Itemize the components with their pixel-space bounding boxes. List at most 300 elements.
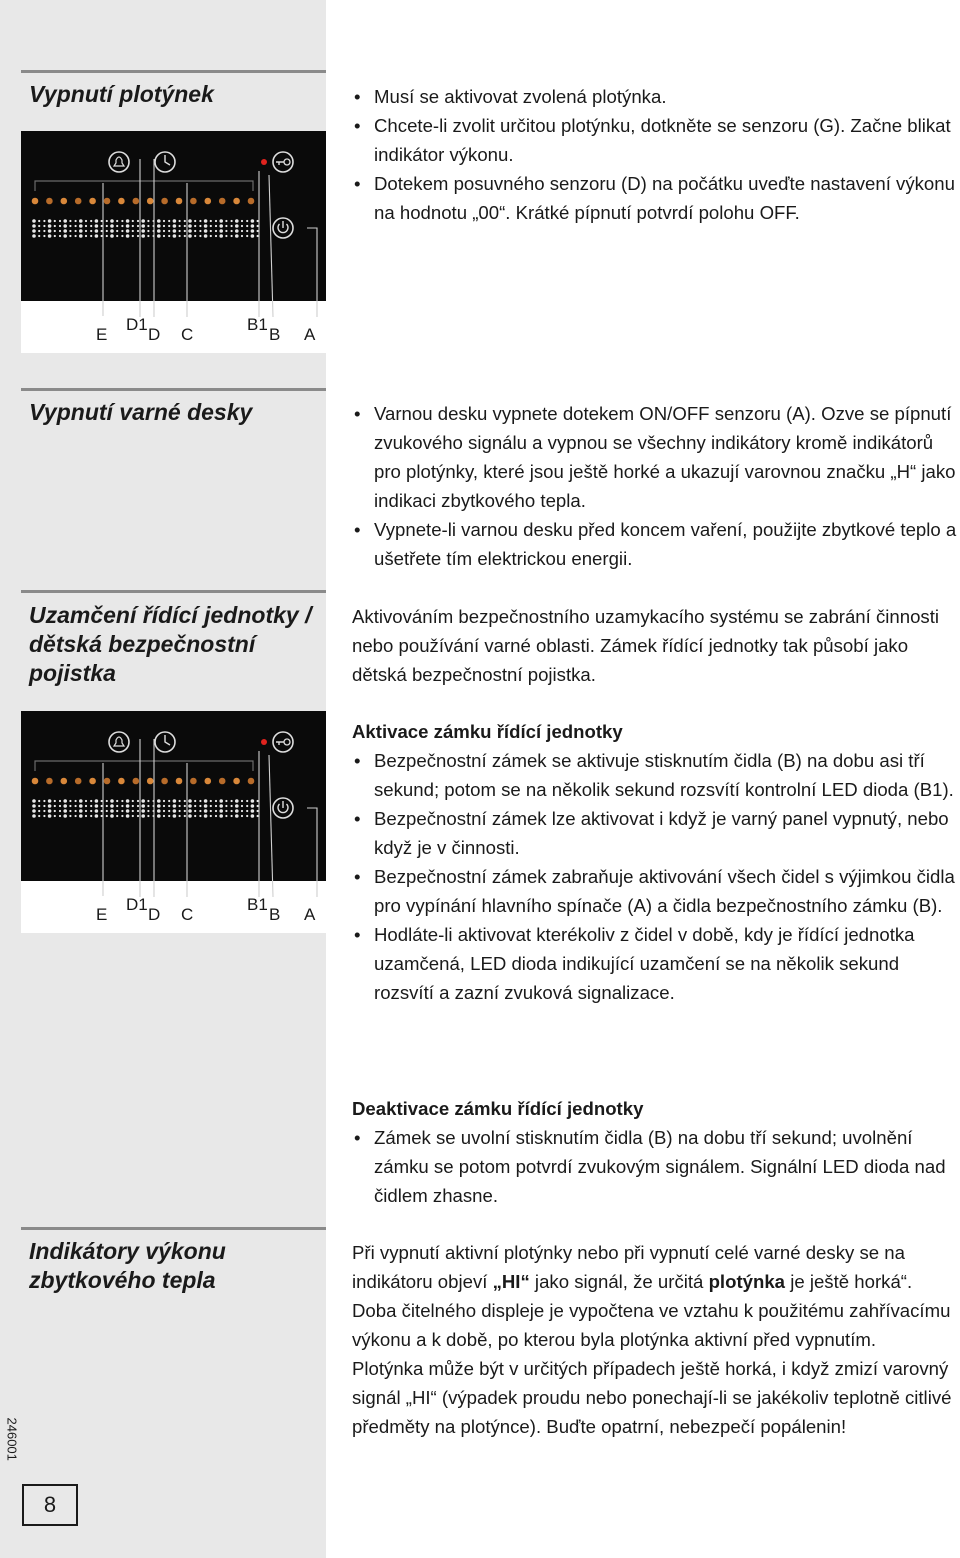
- section-3-intro: [352, 602, 958, 689]
- slider-dot: [95, 804, 99, 808]
- slider-dot: [184, 810, 186, 812]
- label-b1: B1: [247, 315, 268, 334]
- heading-vypnuti-plotynek: Vypnutí plotýnek: [29, 81, 214, 107]
- slider-dot: [110, 219, 114, 223]
- slider-dot: [215, 810, 217, 812]
- heading-uzamceni: Uzamčení řídící jednotky / dětská bezpečnostní pojistka: [29, 602, 312, 686]
- slider-dot: [110, 809, 114, 813]
- power-led: [104, 198, 111, 205]
- text-run: jako signál, že určitá: [529, 1271, 709, 1292]
- slider-dot: [43, 230, 45, 232]
- slider-dot: [257, 815, 259, 817]
- slider-dot: [32, 804, 36, 808]
- slider-dot: [79, 814, 83, 818]
- power-led: [61, 198, 68, 205]
- slider-dot: [199, 230, 201, 232]
- slider-dot: [43, 800, 45, 802]
- slider-dot: [101, 235, 103, 237]
- slider-dot: [32, 799, 36, 803]
- bullet-item: • Chcete-li zvolit určitou plotýnku, dotkněte se senzoru (G). Začne blikat indikátor výkonu.: [352, 111, 958, 169]
- slider-dot: [54, 235, 56, 237]
- slider-dot: [43, 235, 45, 237]
- deactivation-block: [352, 1094, 958, 1210]
- slider-dot: [95, 799, 99, 803]
- slider-dot: [210, 220, 212, 222]
- slider-dot: [38, 815, 40, 817]
- bullet-item: • Bezpečnostní zámek zabraňuje aktivování všech čidel s výjimkou čidla pro vypínání hlavního spínače (A) a čidla bezpečnostního zámku (B).: [352, 862, 958, 920]
- slider-dot: [116, 225, 118, 227]
- slider-dot: [163, 220, 165, 222]
- slider-dot: [210, 805, 212, 807]
- slider-dot: [219, 804, 223, 808]
- slider-dot: [126, 219, 130, 223]
- slider-dot: [126, 224, 130, 228]
- slider-dot: [215, 815, 217, 817]
- label-c: C: [181, 325, 194, 344]
- slider-dot: [204, 814, 208, 818]
- slider-dot: [225, 225, 227, 227]
- slider-dot: [90, 810, 92, 812]
- slider-dot: [59, 815, 61, 817]
- slider-dot: [184, 220, 186, 222]
- slider-dot: [54, 815, 56, 817]
- slider-dot: [116, 235, 118, 237]
- intro-paragraph: Aktivováním bezpečnostního uzamykacího systému se zabrání činnosti nebo používání varné oblasti. Zámek řídící jednotky tak působí jako dětská bezpečnostní pojistka.: [352, 606, 940, 685]
- slider-dot: [85, 235, 87, 237]
- slider-dot: [257, 235, 259, 237]
- paragraph-2: Plotýnka může být v určitých případech ještě horká, i když zmizí varovný signál „HI“ (výpadek proudu nebo ponechají-li se jakékoliv teplotně citlivé předměty na plotýnce). Buďte opatrní, nebezpečí popálenin!: [352, 1358, 952, 1437]
- power-led: [190, 198, 197, 205]
- slider-dot: [168, 805, 170, 807]
- slider-dot: [137, 235, 139, 237]
- slider-dot: [219, 799, 223, 803]
- slider-dot: [204, 799, 208, 803]
- slider-dot: [132, 815, 134, 817]
- slider-dot: [194, 225, 196, 227]
- slider-dot: [54, 230, 56, 232]
- slider-dot: [194, 805, 196, 807]
- slider-dot: [231, 230, 233, 232]
- slider-dot: [179, 220, 181, 222]
- slider-dot: [85, 220, 87, 222]
- slider-dot: [121, 800, 123, 802]
- slider-dot: [69, 230, 71, 232]
- slider-dot: [204, 804, 208, 808]
- power-led: [89, 198, 96, 205]
- slider-dot: [257, 220, 259, 222]
- slider-dot: [251, 814, 255, 818]
- control-panel-svg: [21, 711, 326, 933]
- slider-dot: [168, 225, 170, 227]
- slider-dot: [241, 810, 243, 812]
- slider-dot: [199, 225, 201, 227]
- slider-dot: [32, 229, 36, 233]
- slider-dot: [90, 805, 92, 807]
- slider-dot: [184, 815, 186, 817]
- slider-dot: [141, 809, 145, 813]
- slider-dot: [246, 220, 248, 222]
- slider-dot: [199, 810, 201, 812]
- slider-dot: [38, 230, 40, 232]
- page-number: 8: [22, 1484, 78, 1526]
- slider-dot: [141, 814, 145, 818]
- slider-dot: [194, 815, 196, 817]
- slider-dot: [101, 815, 103, 817]
- slider-dot: [204, 229, 208, 233]
- slider-dot: [219, 224, 223, 228]
- slider-dot: [110, 229, 114, 233]
- power-led: [75, 198, 82, 205]
- slider-dot: [95, 229, 99, 233]
- slider-dot: [231, 225, 233, 227]
- slider-dot: [69, 800, 71, 802]
- slider-dot: [106, 800, 108, 802]
- slider-dot: [225, 235, 227, 237]
- slider-dot: [147, 220, 149, 222]
- slider-dot: [235, 229, 239, 233]
- slider-dot: [116, 805, 118, 807]
- paragraph-1: [352, 1238, 958, 1354]
- slider-dot: [106, 805, 108, 807]
- slider-dot: [235, 224, 239, 228]
- slider-dot: [179, 800, 181, 802]
- slider-dot: [246, 810, 248, 812]
- slider-dot: [257, 230, 259, 232]
- slider-dot: [179, 810, 181, 812]
- slider-dot: [204, 224, 208, 228]
- slider-dot: [184, 800, 186, 802]
- power-led: [133, 198, 140, 205]
- slider-dot: [63, 814, 67, 818]
- slider-dot: [251, 219, 255, 223]
- slider-dot: [69, 815, 71, 817]
- slider-dot: [85, 810, 87, 812]
- section-divider: [21, 590, 326, 593]
- slider-dot: [106, 220, 108, 222]
- slider-dot: [59, 800, 61, 802]
- control-panel-svg: [21, 131, 326, 353]
- label-d1: D1: [126, 895, 148, 914]
- slider-dot: [121, 805, 123, 807]
- bullet-item: • Zámek se uvolní stisknutím čidla (B) na dobu tří sekund; uvolnění zámku se potom potvrdí zvukovým signálem. Signální LED dioda nad čidlem zhasne.: [352, 1123, 958, 1210]
- slider-dot: [95, 224, 99, 228]
- slider-dot: [163, 800, 165, 802]
- slider-dot: [126, 799, 130, 803]
- slider-dot: [173, 234, 177, 238]
- power-led: [46, 198, 53, 205]
- slider-dot: [188, 224, 192, 228]
- slider-dot: [257, 225, 259, 227]
- slider-dot: [194, 220, 196, 222]
- slider-dot: [210, 225, 212, 227]
- slider-dot: [85, 225, 87, 227]
- slider-dot: [63, 224, 67, 228]
- power-led: [176, 198, 183, 205]
- slider-dot: [90, 800, 92, 802]
- slider-dot: [38, 220, 40, 222]
- slider-dot: [132, 805, 134, 807]
- slider-dot: [163, 225, 165, 227]
- slider-dot: [38, 800, 40, 802]
- slider-dot: [95, 219, 99, 223]
- label-e: E: [96, 905, 108, 924]
- side-code: 246001: [4, 1417, 20, 1461]
- power-led: [219, 198, 226, 205]
- slider-dot: [194, 800, 196, 802]
- slider-dot: [132, 235, 134, 237]
- slider-dot: [106, 235, 108, 237]
- slider-dot: [210, 230, 212, 232]
- slider-dot: [75, 800, 77, 802]
- text-run: Při vypnutí aktivní plotýnky nebo při vypnutí celé varné desky se na indikátoru objeví: [352, 1242, 905, 1292]
- heading-indikatory: Indikátory výkonu zbytkového tepla: [29, 1238, 226, 1293]
- slider-dot: [69, 810, 71, 812]
- slider-dot: [116, 810, 118, 812]
- section-divider: [21, 1227, 326, 1230]
- slider-dot: [257, 810, 259, 812]
- bullet-item: • Bezpečnostní zámek lze aktivovat i když je varný panel vypnutý, nebo když je v činnosti.: [352, 804, 958, 862]
- slider-dot: [246, 815, 248, 817]
- slider-dot: [132, 230, 134, 232]
- slider-dot: [137, 220, 139, 222]
- slider-dot: [121, 815, 123, 817]
- slider-dot: [54, 810, 56, 812]
- slider-dot: [251, 804, 255, 808]
- slider-dot: [210, 235, 212, 237]
- slider-dot: [225, 800, 227, 802]
- slider-dot: [59, 810, 61, 812]
- slider-dot: [246, 230, 248, 232]
- slider-dot: [116, 800, 118, 802]
- slider-dot: [137, 230, 139, 232]
- bullet-item: • Musí se aktivovat zvolená plotýnka.: [352, 82, 958, 111]
- slider-dot: [43, 225, 45, 227]
- slider-dot: [241, 230, 243, 232]
- slider-dot: [179, 805, 181, 807]
- slider-dot: [199, 805, 201, 807]
- slider-dot: [147, 810, 149, 812]
- slider-dot: [246, 800, 248, 802]
- slider-dot: [235, 234, 239, 238]
- slider-dot: [215, 235, 217, 237]
- label-d1: D1: [126, 315, 148, 334]
- slider-dot: [106, 225, 108, 227]
- slider-dot: [194, 230, 196, 232]
- lock-led: [261, 739, 267, 745]
- slider-dot: [63, 799, 67, 803]
- slider-dot: [69, 805, 71, 807]
- slider-dot: [147, 230, 149, 232]
- slider-dot: [110, 234, 114, 238]
- slider-dot: [126, 809, 130, 813]
- lock-led: [261, 159, 267, 165]
- power-led: [161, 198, 168, 205]
- slider-dot: [32, 224, 36, 228]
- slider-dot: [54, 220, 56, 222]
- slider-dot: [199, 235, 201, 237]
- power-led: [190, 778, 197, 785]
- slider-dot: [90, 235, 92, 237]
- power-led: [161, 778, 168, 785]
- power-led: [89, 778, 96, 785]
- bullet-item: • Dotekem posuvného senzoru (D) na počátku uveďte nastavení výkonu na hodnotu „00“. Krátké pípnutí potvrdí polohu OFF.: [352, 169, 958, 227]
- slider-dot: [137, 805, 139, 807]
- slider-dot: [204, 809, 208, 813]
- slider-dot: [147, 800, 149, 802]
- slider-dot: [168, 220, 170, 222]
- slider-dot: [137, 815, 139, 817]
- slider-dot: [48, 224, 52, 228]
- slider-dot: [106, 810, 108, 812]
- slider-dot: [101, 220, 103, 222]
- slider-dot: [225, 805, 227, 807]
- section-2-text: [352, 399, 958, 573]
- slider-dot: [231, 810, 233, 812]
- slider-dot: [188, 809, 192, 813]
- slider-dot: [173, 799, 177, 803]
- slider-dot: [116, 815, 118, 817]
- slider-dot: [257, 800, 259, 802]
- section-1-text: [352, 82, 958, 227]
- slider-dot: [106, 815, 108, 817]
- power-led: [205, 778, 212, 785]
- slider-dot: [231, 800, 233, 802]
- slider-dot: [85, 805, 87, 807]
- text-run-bold: „HI“: [492, 1271, 530, 1292]
- slider-dot: [219, 234, 223, 238]
- slider-dot: [95, 234, 99, 238]
- slider-dot: [75, 805, 77, 807]
- slider-dot: [75, 815, 77, 817]
- slider-dot: [246, 235, 248, 237]
- slider-dot: [241, 220, 243, 222]
- slider-dot: [126, 804, 130, 808]
- slider-dot: [132, 225, 134, 227]
- slider-dot: [137, 810, 139, 812]
- slider-dot: [188, 219, 192, 223]
- bullet-item: • Vypnete-li varnou desku před koncem vaření, použijte zbytkové teplo a ušetřete tím elektrickou energii.: [352, 515, 958, 573]
- slider-dot: [179, 225, 181, 227]
- slider-dot: [225, 220, 227, 222]
- slider-dot: [246, 225, 248, 227]
- slider-dot: [215, 805, 217, 807]
- label-d: D: [148, 905, 161, 924]
- slider-dot: [43, 815, 45, 817]
- section-divider: [21, 388, 326, 391]
- slider-dot: [69, 220, 71, 222]
- power-led: [104, 778, 111, 785]
- slider-dot: [199, 815, 201, 817]
- slider-dot: [126, 814, 130, 818]
- slider-dot: [38, 810, 40, 812]
- slider-dot: [225, 810, 227, 812]
- slider-dot: [141, 219, 145, 223]
- section-divider: [21, 70, 326, 73]
- slider-dot: [157, 224, 161, 228]
- slider-dot: [101, 800, 103, 802]
- slider-dot: [85, 800, 87, 802]
- heading-vypnuti-varne-desky: Vypnutí varné desky: [29, 399, 253, 425]
- control-panel-diagram-1: [21, 131, 326, 353]
- label-b: B: [269, 325, 281, 344]
- slider-dot: [106, 230, 108, 232]
- power-led: [176, 778, 183, 785]
- slider-dot: [59, 805, 61, 807]
- slider-dot: [79, 799, 83, 803]
- slider-dot: [257, 805, 259, 807]
- slider-dot: [54, 800, 56, 802]
- slider-dot: [241, 800, 243, 802]
- slider-dot: [48, 804, 52, 808]
- slider-dot: [90, 220, 92, 222]
- slider-dot: [157, 219, 161, 223]
- slider-dot: [184, 225, 186, 227]
- slider-dot: [69, 235, 71, 237]
- slider-dot: [110, 224, 114, 228]
- slider-dot: [241, 815, 243, 817]
- power-led: [75, 778, 82, 785]
- slider-dot: [179, 815, 181, 817]
- power-led: [205, 198, 212, 205]
- label-a: A: [304, 325, 316, 344]
- slider-dot: [48, 234, 52, 238]
- slider-dot: [38, 235, 40, 237]
- slider-dot: [121, 235, 123, 237]
- slider-dot: [32, 809, 36, 813]
- slider-dot: [168, 235, 170, 237]
- slider-dot: [184, 805, 186, 807]
- slider-dot: [235, 799, 239, 803]
- slider-dot: [210, 800, 212, 802]
- slider-dot: [63, 234, 67, 238]
- slider-dot: [157, 809, 161, 813]
- power-led: [248, 778, 255, 785]
- slider-dot: [188, 234, 192, 238]
- slider-dot: [231, 235, 233, 237]
- slider-dot: [225, 230, 227, 232]
- slider-dot: [79, 234, 83, 238]
- slider-dot: [95, 809, 99, 813]
- slider-dot: [63, 809, 67, 813]
- slider-dot: [79, 224, 83, 228]
- slider-dot: [101, 230, 103, 232]
- slider-dot: [116, 220, 118, 222]
- power-led: [147, 778, 154, 785]
- slider-dot: [54, 805, 56, 807]
- slider-dot: [63, 219, 67, 223]
- label-d: D: [148, 325, 161, 344]
- power-led: [32, 778, 39, 785]
- slider-dot: [241, 235, 243, 237]
- slider-dot: [121, 225, 123, 227]
- activation-title: Aktivace zámku řídící jednotky: [352, 721, 623, 742]
- slider-dot: [85, 815, 87, 817]
- slider-dot: [147, 815, 149, 817]
- slider-dot: [141, 799, 145, 803]
- power-led: [46, 778, 53, 785]
- slider-dot: [95, 814, 99, 818]
- slider-dot: [173, 814, 177, 818]
- slider-dot: [157, 799, 161, 803]
- slider-dot: [79, 804, 83, 808]
- slider-dot: [116, 230, 118, 232]
- slider-dot: [235, 809, 239, 813]
- slider-dot: [32, 814, 36, 818]
- slider-dot: [141, 224, 145, 228]
- slider-dot: [215, 800, 217, 802]
- slider-dot: [231, 220, 233, 222]
- power-led: [133, 778, 140, 785]
